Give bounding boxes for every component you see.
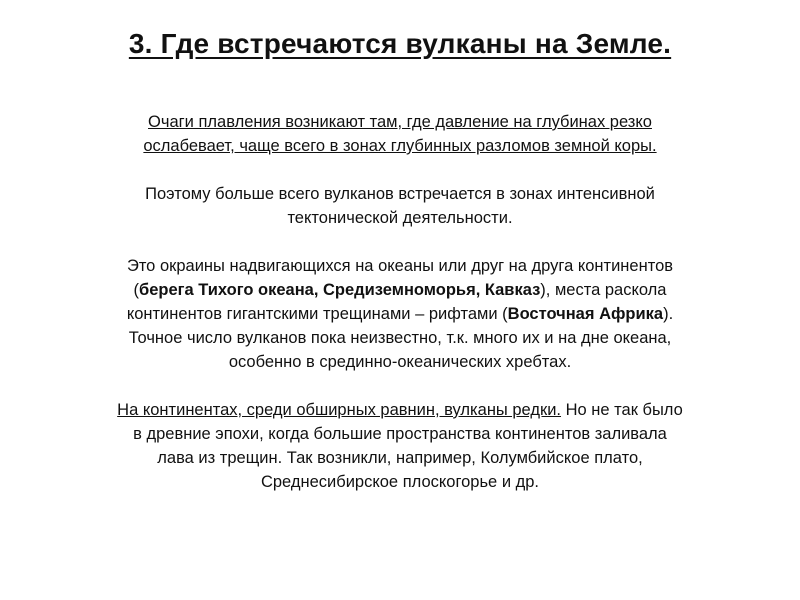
paragraph-continents	[40, 398, 760, 494]
slide-title: 3. Где встречаются вулканы на Земле.	[128, 28, 672, 59]
text-fragment: ).	[663, 305, 674, 323]
paragraph-melting-sources	[40, 110, 760, 158]
text-fragment: Но не так было	[561, 401, 683, 419]
underlined-statement: На континентах, среди обширных равнин, вулканы редки.	[117, 401, 562, 419]
paragraph-continental-margins	[40, 254, 760, 374]
text-line: в древние эпохи, когда большие пространства континентов заливала	[133, 425, 667, 443]
text-line: тектонической деятельности.	[287, 209, 513, 227]
text-line	[40, 302, 760, 326]
text-line	[40, 278, 760, 302]
text-fragment: континентов гигантскими трещинами – рифтами (	[126, 305, 508, 323]
text-line: Поэтому больше всего вулканов встречается в зонах интенсивной	[145, 185, 655, 203]
text-line	[40, 398, 760, 422]
bold-east-africa: Восточная Африка	[507, 305, 664, 323]
text-line: лава из трещин. Так возникли, например, Колумбийское плато,	[157, 449, 643, 467]
paragraph-tectonic-zones	[40, 182, 760, 230]
text-fragment: ), места раскола	[540, 281, 667, 299]
text-line: Очаги плавления возникают там, где давление на глубинах резко	[148, 113, 652, 131]
text-line: Это окраины надвигающихся на океаны или друг на друга континентов	[126, 257, 674, 275]
bold-regions: берега Тихого океана, Средиземноморья, Кавказ	[139, 281, 541, 299]
slide-body	[40, 110, 760, 518]
text-line: Среднесибирское плоскогорье и др.	[260, 473, 540, 491]
text-fragment: (	[133, 281, 139, 299]
text-line: Точное число вулканов пока неизвестно, т.к. много их и на дне океана,	[128, 329, 672, 347]
text-line: ослабевает, чаще всего в зонах глубинных разломов земной коры.	[143, 137, 657, 155]
text-line: особенно в срединно-океанических хребтах.	[228, 353, 572, 371]
